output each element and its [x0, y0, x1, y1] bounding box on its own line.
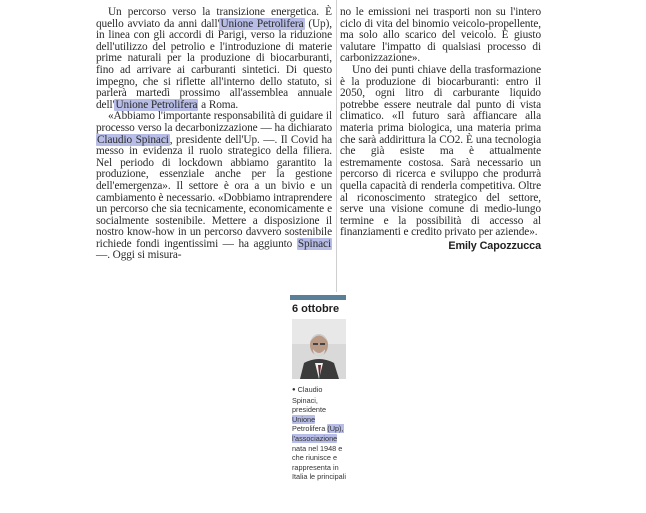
- article-paragraph-4: Uno dei punti chiave della trasformazione è la produzione di biocarburanti: entro il 2050, ogni litro di carburante liquido potrebbe essere neutrale dal punto di vista climatico. «Il futuro sarà affiancare alla materia prima biologica, una materia prima che sarà addirittura la CO2. È una tecnologia che già esiste ma è attualmente estremamente costosa. Sarà necessario un percorso di ricerca e sviluppo che produrrà quella capacità di renderla competitiva. Oltre al riconoscimento strategico del settore, serve una visione comune di medio-lungo termine e la possibilità di accesso al finanziamenti e credito privato per aziende».: [340, 63, 541, 239]
- portrait-photo: [292, 319, 346, 379]
- highlighted-term: Unione Petrolifera: [220, 17, 304, 30]
- text-run: nata nel 1948 e che riunisce e rappresenta in Italia le principali: [292, 443, 346, 482]
- text-run: , presidente dell'Up. —. Il Covid ha messo in evidenza il ruolo strategico della filiera. Nel periodo di lockdown abbiamo garantito la produzione, essenziale anche per la gestione dell'emergenza». Il settore è ora a un bivio e un cambiamento è necessario. «Dobbiamo intraprendere un percorso che sia tecnicamente, economicamente e socialmente sostenibile. Mettere a disposizione il nostro know-how in un percorso davvero sostenibile richiede fondi ingentissimi — ha aggiunto: [96, 133, 332, 250]
- text-run: Petrolifera: [292, 424, 328, 434]
- article-left-column: [96, 7, 332, 262]
- text-run: (Up), in linea con gli accordi di Parigi, verso la riduzione dell'utilizzo del petrolio e l'introduzione di materie prime naturali per la produzione di biocarburanti, fino ad arrivare ai carburanti sintetici. Di questo impegno, che si riflette all'interno dello statuto, si parlerà martedì prossimo all'assemblea annuale dell': [96, 17, 332, 111]
- text-run: a Roma.: [198, 98, 239, 111]
- highlighted-term: Claudio Spinaci: [97, 133, 169, 146]
- highlighted-term: Unione: [292, 414, 316, 424]
- author-signature: Emily Capozzucca: [448, 239, 541, 252]
- highlighted-term: Unione Petrolifera: [115, 98, 198, 111]
- sidebar-card: [290, 295, 348, 513]
- article-paragraph-3: no le emissioni nei trasporti non su l'intero ciclo di vita del binomio veicolo-propellente, ma solo allo scarico del veicolo. È giusto valutare l'impatto di qualsiasi processo di carbonizzazione».: [340, 6, 541, 65]
- highlighted-term: (Up), l'associazione: [292, 424, 344, 443]
- text-run: Un percorso verso la transizione energetica. È quello avviato da anni dall': [96, 6, 332, 30]
- text-run: —. Oggi si misura-: [96, 249, 182, 262]
- article-paragraph-2: [96, 111, 332, 262]
- column-divider: [336, 0, 337, 292]
- portrait-illustration: [292, 319, 346, 379]
- article-right-column: [340, 7, 541, 252]
- bullet-icon: ●: [292, 387, 296, 393]
- card-caption: [292, 385, 348, 482]
- article-paragraph-1: [96, 7, 332, 111]
- text-run: Claudio Spinaci, presidente: [292, 385, 327, 415]
- card-date: 6 ottobre: [292, 303, 340, 315]
- highlighted-term: Spinaci: [297, 237, 331, 250]
- text-run: «Abbiamo l'importante responsabilità di guidare il processo verso la decarbonizzazione — ha dichiarato: [96, 110, 332, 134]
- card-accent-bar: [290, 295, 346, 300]
